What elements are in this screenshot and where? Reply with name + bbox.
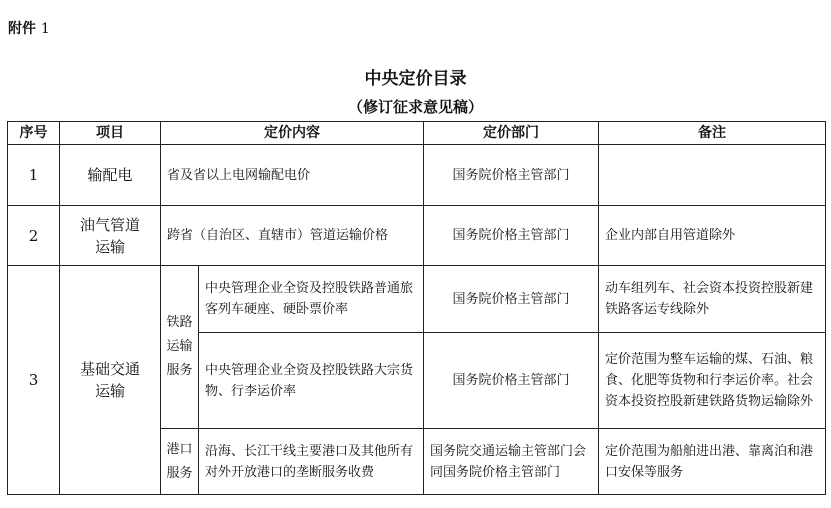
row-item: 油气管道运输 (60, 206, 161, 266)
row-content: 沿海、长江干线主要港口及其他所有对外开放港口的垄断服务收费 (199, 429, 424, 495)
header-note: 备注 (599, 122, 826, 145)
table-row (8, 266, 826, 333)
attachment-label (8, 18, 50, 38)
row-note: 定价范围为整车运输的煤、石油、粮食、化肥等货物和行李运价率。社会资本投资控股新建铁路货物运输除外 (599, 333, 826, 429)
document-subtitle: （修订征求意见稿） (347, 98, 483, 116)
pricing-catalog-table (7, 121, 826, 495)
header-seq: 序号 (8, 122, 60, 145)
document-title: 中央定价目录 (364, 69, 467, 89)
row-dept: 国务院价格主管部门 (424, 145, 599, 206)
row-note: 定价范围为船舶进出港、靠离泊和港口安保等服务 (599, 429, 826, 495)
row-seq: 1 (8, 145, 60, 206)
row-note (599, 145, 826, 206)
row-dept: 国务院价格主管部门 (424, 266, 599, 333)
subgroup-port: 港口服务 (161, 429, 199, 495)
row-content: 省及省以上电网输配电价 (161, 145, 424, 206)
attachment-text: 附件 (8, 21, 36, 37)
row-content: 跨省（自治区、直辖市）管道运输价格 (161, 206, 424, 266)
row-dept: 国务院交通运输主管部门会同国务院价格主管部门 (424, 429, 599, 495)
row-dept: 国务院价格主管部门 (424, 206, 599, 266)
row-content: 中央管理企业全资及控股铁路普通旅客列车硬座、硬卧票价率 (199, 266, 424, 333)
row-item: 基础交通运输 (60, 266, 161, 495)
row-note: 企业内部自用管道除外 (599, 206, 826, 266)
subgroup-railway: 铁路运输服务 (161, 266, 199, 429)
row-item: 输配电 (60, 145, 161, 206)
header-dept: 定价部门 (424, 122, 599, 145)
row-seq: 2 (8, 206, 60, 266)
row-dept: 国务院价格主管部门 (424, 333, 599, 429)
row-note: 动车组列车、社会资本投资控股新建铁路客运专线除外 (599, 266, 826, 333)
header-item: 项目 (60, 122, 161, 145)
attachment-number: 1 (40, 21, 50, 37)
row-seq: 3 (8, 266, 60, 495)
row-content: 中央管理企业全资及控股铁路大宗货物、行李运价率 (199, 333, 424, 429)
table-row (8, 206, 826, 266)
table-row (8, 145, 826, 206)
table-header-row (8, 122, 826, 145)
header-content: 定价内容 (161, 122, 424, 145)
